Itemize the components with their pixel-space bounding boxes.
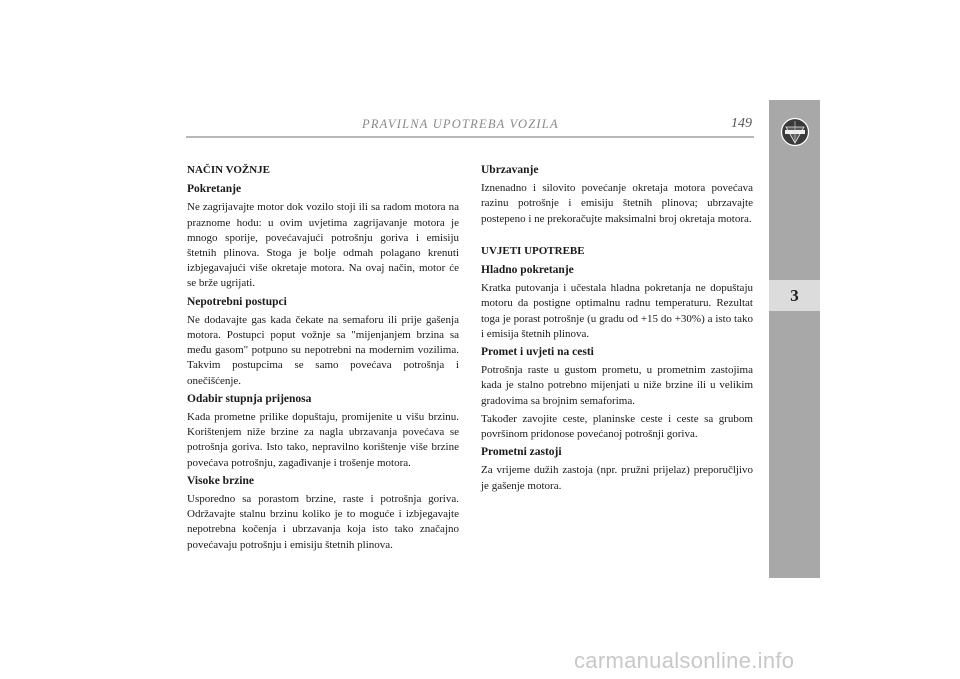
subheading: Pokretanje [187,183,242,196]
header-divider [186,136,754,138]
section-title: UVJETI UPOTREBE [481,244,585,257]
subheading: Prometni zastoji [481,446,562,459]
subheading: Odabir stupnja prijenosa [187,392,312,405]
subheading: Nepotrebni postupci [187,295,287,308]
paragraph: Ne dodavajte gas kada čekate na semaforu ili prije gašenja motora. Postupci poput vožnje sa "mijenjanjem brzina sa među gasom" potpuno su nepotrebni na modernim vozilima. Takvim postupcima se samo povećava potrošnja i onečišćenje. [187,313,459,387]
subheading: Hladno pokretanje [481,264,574,277]
paragraph: Kratka putovanja i učestala hladna pokretanja ne dopuštaju motoru da postigne optimalnu radnu temperaturu. Rezultat toga je porast potrošnje (u gradu od +15 do +30%) a isto tako i emisija štetnih plinova. [481,282,753,340]
chapter-sidebar [769,100,820,578]
watermark-text: carmanualsonline.info [574,648,795,673]
paragraph: Potrošnja raste u gustom prometu, u prometnim zastojima kada je stalno potrebno mijenjati u niže brzine ili u velikim gradovima sa brojnim semaforima. [481,364,753,407]
section-title: NAČIN VOŽNJE [187,164,271,176]
subheading: Visoke brzine [187,474,254,487]
header-title: PRAVILNA UPOTREBA VOZILA [362,117,559,131]
page-number: 149 [731,116,752,131]
paragraph: Kada prometne prilike dopuštaju, promijenite u višu brzinu. Korištenjem niže brzine za nagla ubrzavanja povećava se potrošnja goriva. Isto tako, nepravilno korištenje više brzine povećava potrošnju, zagađivanje i trošenje motora. [187,411,459,469]
subheading: Ubrzavanje [481,164,539,176]
paragraph: Za vrijeme dužih zastoja (npr. pružni prijelaz) preporučljivo je gašenje motora. [481,464,753,492]
lancia-logo-icon [780,117,810,147]
chapter-number: 3 [790,285,799,305]
paragraph: Iznenadno i silovito povećanje okretaja motora povećava razinu potrošnje i emisiju štetnih plinova; ubrzavajte postepeno i ne prekoračujte maksimalni broj okretaja motora. [481,182,753,225]
paragraph: Usporedno sa porastom brzine, raste i potrošnja goriva. Održavajte stalnu brzinu koliko je to moguće i izbjegavajte nepotrebna kočenja i ubrzavanja koja isto tako značajno povećavaju potrošnju i emisiju štetnih plinova. [187,493,459,551]
paragraph: Ne zagrijavajte motor dok vozilo stoji ili sa radom motora na praznome hodu: u ovim uvjetima zagrijavanje motora je mnogo sporije, povećavajući potrošnju goriva i emisiju štetnih plinova. Stoga je bolje odmah polagano krenuti izbjegavajući više okretaje motora. Na ovaj način, motor će se brže ugrijati. [187,201,459,290]
chapter-tab[interactable] [769,280,820,311]
left-column [187,163,459,556]
right-column [481,163,753,497]
paragraph: Također zavojite ceste, planinske ceste i ceste sa grubom površinom pridonose povećanoj potrošnji goriva. [481,412,753,441]
subheading: Promet i uvjeti na cesti [481,346,594,359]
